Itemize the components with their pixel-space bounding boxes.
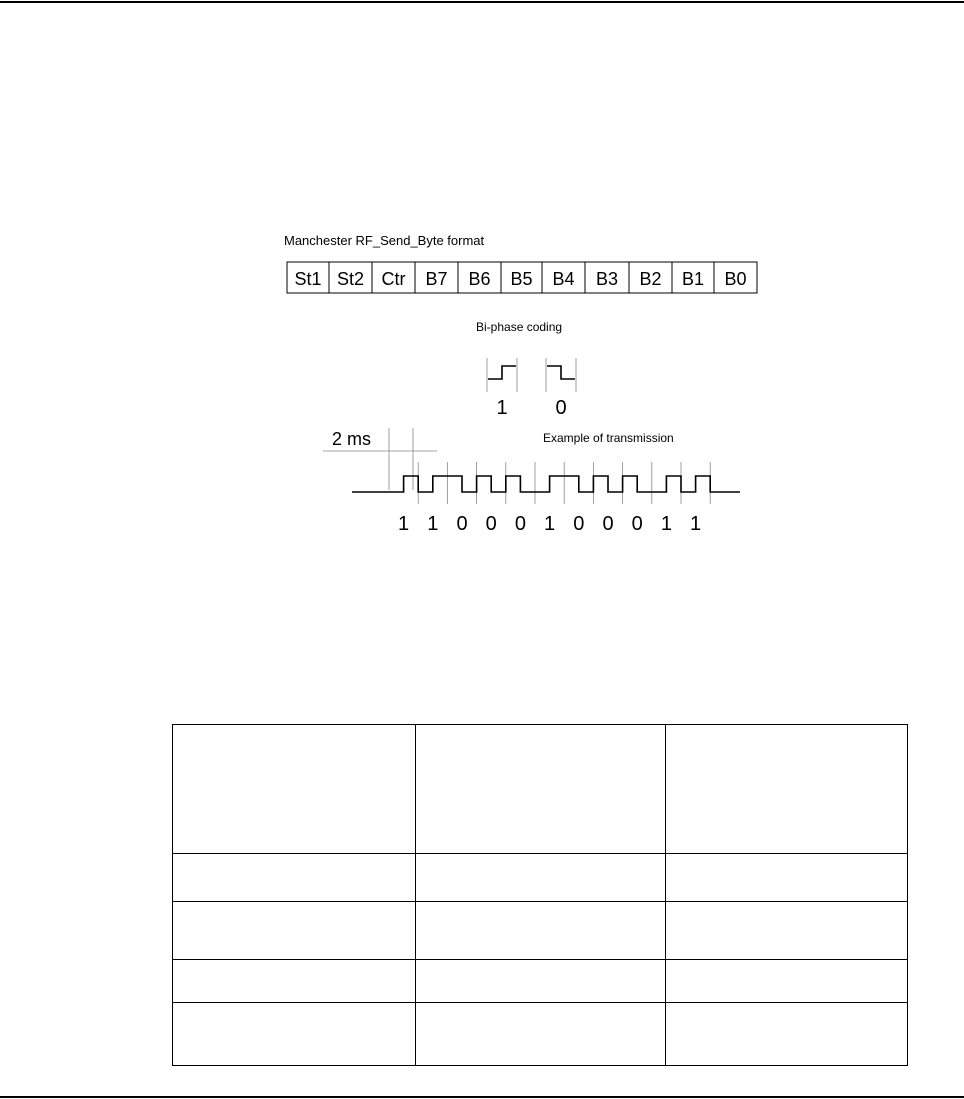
format-field-label: B4 (552, 269, 575, 289)
table-cell (416, 725, 666, 854)
table-row (173, 960, 908, 1003)
transmission-bit: 0 (573, 513, 585, 535)
table-cell (666, 960, 908, 1003)
format-field-label: B2 (639, 269, 662, 289)
biphase-zero-label: 0 (555, 397, 567, 419)
biphase-one-symbol (487, 358, 517, 392)
format-field-label: B7 (425, 269, 448, 289)
format-field-label: B1 (681, 269, 705, 289)
transmission-bit: 0 (485, 513, 497, 535)
transmission-bit: 1 (690, 513, 702, 535)
table-row (173, 902, 908, 960)
table-cell (666, 902, 908, 960)
format-field-label: B0 (724, 269, 747, 289)
table-cell (173, 960, 416, 1003)
format-field-label: Ctr (381, 269, 406, 289)
transmission-bit-labels (398, 513, 701, 535)
transmission-bit: 1 (544, 513, 556, 535)
table-cell (416, 854, 666, 902)
biphase-zero-symbol (546, 358, 576, 392)
biphase-title: Bi-phase coding (476, 320, 563, 334)
bottom-rule (0, 1096, 964, 1098)
transmission-title: Example of transmission (543, 431, 674, 445)
table-cell (173, 854, 416, 902)
table-cell (416, 902, 666, 960)
format-field-label: B6 (468, 269, 491, 289)
table-cell (666, 725, 908, 854)
table-cell (173, 902, 416, 960)
transmission-bit: 1 (427, 513, 439, 535)
format-field-label: St1 (294, 269, 322, 289)
table-cell (666, 854, 908, 902)
transmission-waveform (352, 476, 740, 492)
transmission-bit: 1 (398, 513, 410, 535)
table-cell (173, 725, 416, 854)
transmission-bit: 0 (456, 513, 468, 535)
table-cell (416, 1003, 666, 1066)
blank-table (172, 724, 908, 1066)
format-field-label: B3 (595, 269, 619, 289)
table-row (173, 1003, 908, 1066)
format-field-row (287, 262, 757, 293)
transmission-bit: 0 (631, 513, 643, 535)
table-row (173, 725, 908, 854)
transmission-bit: 0 (514, 513, 526, 535)
table-cell (666, 1003, 908, 1066)
format-title: Manchester RF_Send_Byte format (284, 233, 485, 248)
table-cell (173, 1003, 416, 1066)
format-field-label: B5 (510, 269, 533, 289)
biphase-one-label: 1 (496, 397, 508, 419)
table-row (173, 854, 908, 902)
transmission-bit: 1 (660, 513, 672, 535)
transmission-bit: 0 (602, 513, 614, 535)
format-field-label: St2 (336, 269, 365, 289)
period-label: 2 ms (332, 429, 372, 449)
table-cell (416, 960, 666, 1003)
